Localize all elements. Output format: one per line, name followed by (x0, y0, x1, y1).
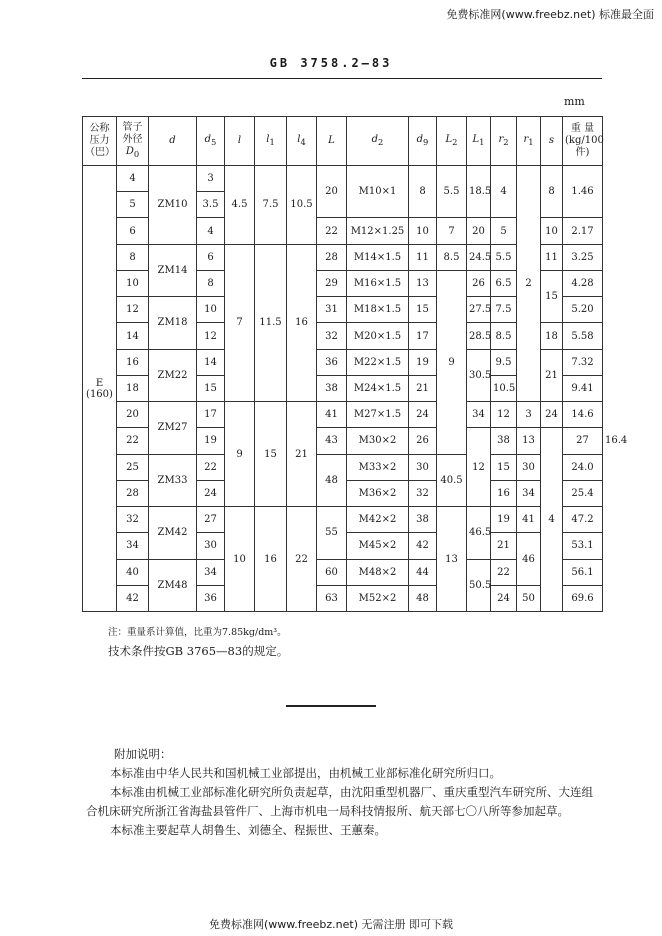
cell-r2: 7.5 (491, 297, 517, 323)
standard-code: GB 3758.2—83 (269, 56, 393, 70)
header-L1-sym: L (472, 134, 480, 145)
cell-d9: 48 (409, 585, 437, 611)
cell-r1: 3 (517, 402, 541, 428)
cell-L: 38 (317, 375, 347, 401)
cell-D0: 32 (117, 507, 149, 533)
cell-L: 22 (317, 218, 347, 244)
cell-L: 36 (317, 349, 347, 375)
cell-L: 29 (317, 270, 347, 296)
cell-d9: 8 (409, 166, 437, 218)
cell-s: 21 (541, 349, 563, 401)
cell-d: ZM18 (149, 297, 197, 349)
cell-d9: 11 (409, 244, 437, 270)
cell-s: 15 (541, 270, 563, 322)
cell-weight: 25.4 (563, 480, 603, 506)
header-L1-sub: 1 (479, 137, 485, 147)
cell-L1: 38 (491, 428, 517, 454)
cell-D0: 40 (117, 559, 149, 585)
cell-L: 60 (317, 559, 347, 585)
cell-D0: 28 (117, 480, 149, 506)
header-L1 (467, 117, 491, 166)
cell-d2: M30×2 (347, 428, 409, 454)
cell-d5: 24 (197, 480, 225, 506)
cell-L: 48 (317, 454, 347, 506)
header-d2 (347, 117, 409, 166)
table-row (83, 507, 603, 533)
cell-L: 28 (317, 244, 347, 270)
cell-d2: M12×1.25 (347, 218, 409, 244)
cell-l1: 15 (255, 402, 287, 507)
cell-L2: 13 (437, 507, 467, 612)
cell-L1: 18.5 (467, 166, 491, 218)
cell-d9: 21 (409, 375, 437, 401)
cell-l4: 16 (287, 244, 317, 401)
cell-d2: M22×1.5 (347, 349, 409, 375)
cell-d: ZM22 (149, 349, 197, 401)
cell-d2: M52×2 (347, 585, 409, 611)
header-r2 (491, 117, 517, 166)
cell-d9: 10 (409, 218, 437, 244)
cell-d9: 32 (409, 480, 437, 506)
header-d5 (197, 117, 225, 166)
header-l: l (225, 117, 255, 166)
header-weight-unit: (kg/100件) (565, 135, 604, 158)
cell-L1: 40.5 (437, 454, 467, 506)
cell-r1: 4 (541, 428, 563, 612)
cell-D0: 6 (117, 218, 149, 244)
cell-weight: 56.1 (563, 559, 603, 585)
cell-r2: 6.5 (491, 270, 517, 296)
cell-weight: 69.6 (563, 585, 603, 611)
cell-L1: 28.5 (467, 323, 491, 349)
header-l1 (255, 117, 287, 166)
cell-weight: 1.46 (563, 166, 603, 218)
header-L2-sym: L (445, 134, 453, 145)
header-outer-dia-sub: 0 (133, 149, 140, 159)
cell-L1: 46.5 (467, 507, 491, 559)
cell-L: 20 (317, 166, 347, 218)
cell-D0: 16 (117, 349, 149, 375)
cell-d9: 15 (409, 297, 437, 323)
header-r1-sub: 1 (528, 137, 534, 147)
header-r1-sym: r (523, 134, 529, 145)
header-L2-sub: 2 (452, 137, 458, 147)
header-d5-sym: d (204, 134, 212, 145)
header-r2-sym: r (498, 134, 504, 145)
header-s: s (541, 117, 563, 166)
cell-d: ZM42 (149, 507, 197, 559)
cell-d: ZM33 (149, 454, 197, 506)
table-row: 22 19 43 M30×2 26 12 38 13 4 27 16.4 (83, 428, 603, 454)
cell-D0: 22 (117, 428, 149, 454)
header-d2-sub: 2 (378, 137, 384, 147)
cell-D0: 5 (117, 192, 149, 218)
cell-L2: 9 (437, 270, 467, 454)
cell-d2: M24×1.5 (347, 375, 409, 401)
appendix-title: 附加说明： (114, 747, 172, 761)
pressure-cell: E (160) (83, 166, 117, 612)
cell-D0: 42 (117, 585, 149, 611)
cell-r2: 12 (491, 402, 517, 428)
cell-d2: M14×1.5 (347, 244, 409, 270)
cell-d2: M36×2 (347, 480, 409, 506)
cell-d9: 13 (409, 270, 437, 296)
unit-label: mm (564, 95, 585, 108)
cell-s: 11 (541, 244, 563, 270)
cell-weight: 24.0 (563, 454, 603, 480)
cell-s: 41 (517, 507, 541, 533)
header-rule (82, 78, 602, 79)
cell-d5: 6 (197, 244, 225, 270)
cell-d5: 14 (197, 349, 225, 375)
cell-s: 50 (517, 585, 541, 611)
cell-d5: 3.5 (197, 192, 225, 218)
header-l1-sym: l (266, 134, 270, 145)
cell-s: 30 (517, 454, 541, 480)
cell-L: 32 (317, 323, 347, 349)
cell-s: 46 (517, 533, 541, 585)
cell-L1: 26 (467, 270, 491, 296)
cell-r1: 2 (517, 166, 541, 402)
cell-D0: 8 (117, 244, 149, 270)
tech-requirement: 技术条件按GB 3765—83的规定。 (108, 644, 289, 658)
cell-s: 24 (541, 402, 563, 428)
cell-L1: 34 (467, 402, 491, 428)
cell-weight: 14.6 (563, 402, 603, 428)
cell-d5: 27 (197, 507, 225, 533)
cell-L2: 8.5 (437, 244, 467, 270)
cell-d: ZM27 (149, 402, 197, 454)
cell-r2: 16 (491, 480, 517, 506)
cell-D0: 34 (117, 533, 149, 559)
cell-r2: 13 (517, 428, 541, 454)
site-banner-bottom: 免费标准网(www.freebz.net) 无需注册 即可下载 (208, 918, 454, 931)
cell-weight: 47.2 (563, 507, 603, 533)
header-d9-sym: d (416, 134, 424, 145)
cell-d2: M48×2 (347, 559, 409, 585)
header-r1 (517, 117, 541, 166)
cell-weight: 5.58 (563, 323, 603, 349)
cell-d2: M20×1.5 (347, 323, 409, 349)
header-d2-sym: d (371, 134, 379, 145)
cell-weight: 3.25 (563, 244, 603, 270)
cell-l4: 22 (287, 507, 317, 612)
cell-L1: 20 (467, 218, 491, 244)
table-row (83, 166, 603, 192)
cell-L: 43 (317, 428, 347, 454)
cell-d5: 10 (197, 297, 225, 323)
cell-d2: M45×2 (347, 533, 409, 559)
section-divider (286, 705, 376, 707)
cell-s: 27 (563, 428, 603, 454)
cell-l: 9 (225, 402, 255, 507)
header-l1-sub: 1 (269, 137, 275, 147)
cell-weight: 9.41 (563, 375, 603, 401)
cell-r2: 5 (491, 218, 517, 244)
cell-D0: 20 (117, 402, 149, 428)
cell-r2: 24 (491, 585, 517, 611)
header-d: d (149, 117, 197, 166)
cell-L1: 30.5 (467, 349, 491, 401)
header-d5-sub: 5 (211, 137, 217, 147)
cell-d9: 26 (409, 428, 437, 454)
cell-l: 10 (225, 507, 255, 612)
cell-d: ZM10 (149, 166, 197, 245)
cell-d2: M16×1.5 (347, 270, 409, 296)
cell-D0: 18 (117, 375, 149, 401)
cell-r2: 15 (491, 454, 517, 480)
cell-s: 18 (541, 323, 563, 349)
cell-l: 7 (225, 244, 255, 401)
table-note: 注：重量系计算值，比重为7.85kg/dm³。 (108, 627, 287, 638)
cell-l1: 11.5 (255, 244, 287, 401)
cell-D0: 14 (117, 323, 149, 349)
cell-d2: M18×1.5 (347, 297, 409, 323)
cell-weight: 2.17 (563, 218, 603, 244)
cell-weight: 7.32 (563, 349, 603, 375)
cell-r2: 4 (491, 166, 517, 218)
table-header-row (83, 117, 603, 166)
appendix-paragraph: 本标准由机械工业部标准化研究所负责起草，由沈阳重型机器厂、重庆重型汽车研究所、大连组合机床研究所浙江省海盐县管件厂、上海市机电一局科技情报所、航天部七〇八所等参加起草。 (86, 785, 593, 818)
cell-r2: 19 (491, 507, 517, 533)
header-L: L (317, 117, 347, 166)
cell-L: 41 (317, 402, 347, 428)
cell-weight: 53.1 (563, 533, 603, 559)
cell-l1: 7.5 (255, 166, 287, 245)
cell-L: 31 (317, 297, 347, 323)
header-pressure: 公称压力（巴） (83, 117, 117, 166)
cell-L1: 50.5 (467, 559, 491, 611)
cell-r2: 21 (491, 533, 517, 559)
cell-d: ZM14 (149, 244, 197, 296)
header-outer-dia-sym: D (125, 146, 134, 157)
cell-D0: 25 (117, 454, 149, 480)
cell-l4: 21 (287, 402, 317, 507)
cell-L1: 27.5 (467, 297, 491, 323)
appendix-paragraph: 本标准主要起草人胡鲁生、刘德全、程振世、王蕙秦。 (110, 823, 386, 837)
cell-L1: 24.5 (467, 244, 491, 270)
header-l4-sub: 4 (300, 137, 306, 147)
header-outer-dia (117, 117, 149, 166)
cell-d5: 30 (197, 533, 225, 559)
cell-d9: 19 (409, 349, 437, 375)
appendix-paragraph: 本标准由中华人民共和国机械工业部提出，由机械工业部标准化研究所归口。 (110, 766, 501, 780)
cell-L2: 5.5 (437, 166, 467, 218)
table-row (83, 402, 603, 428)
cell-s: 34 (517, 480, 541, 506)
cell-d2: M33×2 (347, 454, 409, 480)
cell-weight: 5.20 (563, 297, 603, 323)
cell-d: ZM48 (149, 559, 197, 611)
cell-D0: 4 (117, 166, 149, 192)
cell-l4: 10.5 (287, 166, 317, 245)
header-d9-sub: 9 (423, 137, 429, 147)
cell-d5: 36 (197, 585, 225, 611)
cell-l: 4.5 (225, 166, 255, 245)
spec-table (82, 116, 628, 612)
cell-weight: 4.28 (563, 270, 603, 296)
header-weight (563, 117, 603, 166)
cell-d2: M27×1.5 (347, 402, 409, 428)
cell-L2: 7 (437, 218, 467, 244)
header-r2-sub: 2 (503, 137, 509, 147)
site-banner-top: 免费标准网(www.freebz.net) 标准最全面 (446, 8, 654, 21)
header-weight-label: 重 量 (570, 123, 595, 134)
cell-d5: 22 (197, 454, 225, 480)
table-row (83, 454, 603, 480)
cell-d9: 24 (409, 402, 437, 428)
cell-d2: M10×1 (347, 166, 409, 218)
cell-r2: 22 (491, 559, 517, 585)
cell-r2: 5.5 (491, 244, 517, 270)
cell-d5: 4 (197, 218, 225, 244)
cell-d5: 15 (197, 375, 225, 401)
cell-d9: 44 (409, 559, 437, 585)
cell-d5: 12 (197, 323, 225, 349)
cell-s: 10 (541, 218, 563, 244)
cell-d5: 17 (197, 402, 225, 428)
cell-s: 8 (541, 166, 563, 218)
cell-r2: 10.5 (491, 375, 517, 401)
cell-d2: M42×2 (347, 507, 409, 533)
cell-r2: 9.5 (491, 349, 517, 375)
header-l4 (287, 117, 317, 166)
cell-l1: 16 (255, 507, 287, 612)
cell-d9: 38 (409, 507, 437, 533)
cell-L2: 12 (467, 428, 491, 507)
cell-d9: 17 (409, 323, 437, 349)
cell-D0: 12 (117, 297, 149, 323)
header-outer-dia-label: 管子外径 (122, 122, 143, 145)
cell-d9: 42 (409, 533, 437, 559)
appendix (86, 745, 602, 840)
cell-d5: 34 (197, 559, 225, 585)
cell-d5: 3 (197, 166, 225, 192)
cell-L: 55 (317, 507, 347, 559)
cell-d9: 30 (409, 454, 437, 480)
header-d9 (409, 117, 437, 166)
header-L2 (437, 117, 467, 166)
cell-d5: 8 (197, 270, 225, 296)
cell-d5: 19 (197, 428, 225, 454)
cell-r2: 8.5 (491, 323, 517, 349)
cell-D0: 10 (117, 270, 149, 296)
header-l4-sym: l (297, 134, 301, 145)
cell-L: 63 (317, 585, 347, 611)
